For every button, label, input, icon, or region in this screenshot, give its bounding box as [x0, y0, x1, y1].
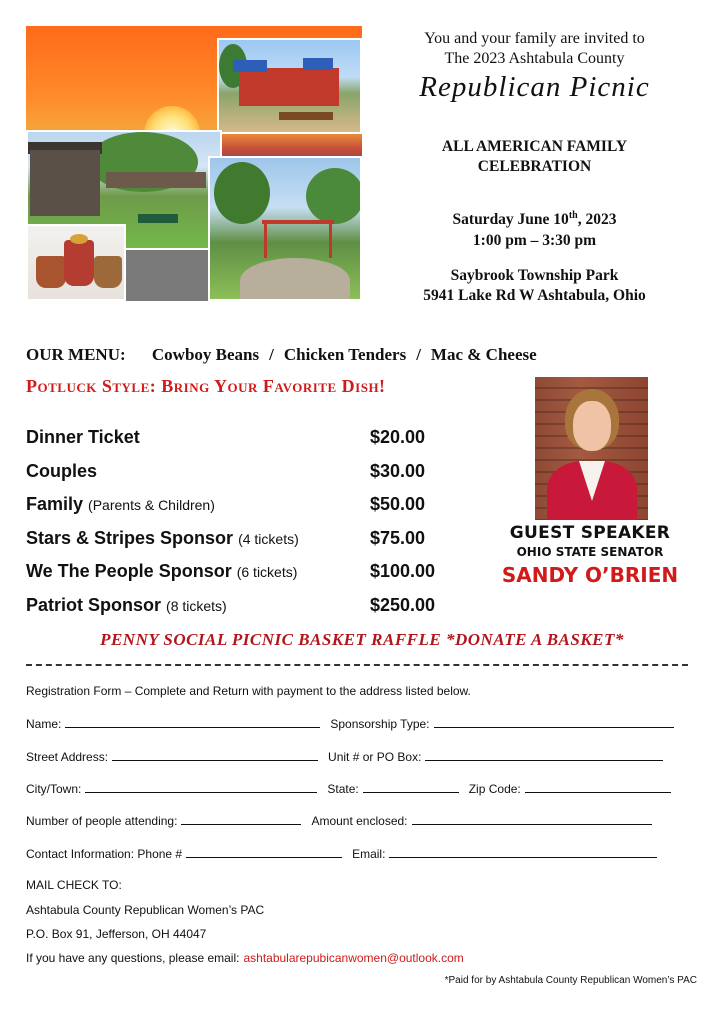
play-roof-shape — [303, 58, 333, 70]
menu-line — [26, 345, 537, 365]
menu-separator: / — [416, 345, 421, 364]
invitation-text — [372, 29, 697, 69]
mail-address: P.O. Box 91, Jefferson, OH 44047 — [26, 927, 207, 941]
event-address: 5941 Lake Rd W Ashtabula, Ohio — [423, 287, 646, 304]
contact-email-link[interactable]: ashtabularepubicanwomen@outlook.com — [243, 951, 464, 965]
amount-enclosed-field[interactable] — [412, 813, 652, 825]
ticket-row — [26, 460, 456, 494]
email-label: Email: — [352, 847, 386, 861]
cut-line-divider — [26, 664, 688, 666]
menu-separator: / — [269, 345, 274, 364]
play-structure-shape — [239, 68, 339, 106]
face-shape — [573, 401, 611, 451]
photo-collage — [26, 26, 362, 301]
event-subtitle-line-2: CELEBRATION — [477, 158, 592, 175]
city-label: City/Town: — [26, 782, 82, 796]
phone-field[interactable] — [186, 846, 342, 858]
event-venue: Saybrook Township Park — [450, 267, 619, 284]
ticket-price: $30.00 — [370, 460, 426, 481]
ticket-price: $250.00 — [370, 594, 436, 615]
ticket-note: (8 tickets) — [166, 597, 227, 614]
event-subtitle-line-1: ALL AMERICAN FAMILY — [441, 138, 628, 155]
unit-label: Unit # or PO Box: — [328, 750, 422, 764]
ticket-note: (6 tickets) — [236, 564, 298, 581]
state-label: State: — [327, 782, 359, 796]
swing-post-shape — [264, 220, 267, 258]
tree-shape — [306, 168, 362, 224]
ticket-name — [26, 426, 140, 448]
mail-heading: MAIL CHECK TO: — [26, 878, 122, 892]
unit-field[interactable] — [425, 749, 663, 761]
gift-basket-photo — [26, 224, 126, 301]
ticket-name-text: Stars & Stripes Sponsor — [26, 527, 234, 548]
event-subtitle — [372, 137, 697, 177]
contact-question — [26, 951, 464, 965]
event-time: 1:00 pm – 3:30 pm — [472, 232, 597, 250]
ticket-price: $20.00 — [370, 427, 426, 447]
menu-item: Cowboy Beans — [151, 345, 260, 364]
swingset-photo — [208, 156, 362, 301]
name-field[interactable] — [65, 716, 320, 728]
menu-item: Chicken Tenders — [283, 345, 407, 364]
event-date-year: , 2023 — [577, 211, 617, 229]
bench-shape — [138, 214, 178, 223]
potluck-note: Potluck Style: Bring Your Favorite Dish! — [26, 376, 386, 396]
ticket-price: $100.00 — [370, 561, 436, 582]
ticket-note: (4 tickets) — [238, 530, 299, 547]
amount-enclosed-label: Amount enclosed: — [311, 814, 408, 828]
ticket-name-text: Patriot Sponsor — [26, 594, 162, 615]
name-label: Name: — [26, 717, 62, 731]
street-address-label: Street Address: — [26, 750, 109, 764]
ticket-name-text: We The People Sponsor — [26, 561, 232, 582]
ticket-name-text: Family — [26, 494, 84, 515]
swing-post-shape — [329, 220, 332, 258]
picnic-title: Republican Picnic — [419, 71, 650, 103]
ticket-row — [26, 594, 456, 628]
playground-photo — [217, 38, 362, 134]
state-field[interactable] — [363, 781, 459, 793]
people-attending-label: Number of people attending: — [26, 814, 178, 828]
raffle-banner: PENNY SOCIAL PICNIC BASKET RAFFLE *DONATE A BASKET* — [100, 630, 624, 649]
ticket-row — [26, 560, 456, 594]
zip-label: Zip Code: — [468, 782, 521, 796]
menu-item: Mac & Cheese — [430, 345, 537, 364]
registration-intro: Registration Form – Complete and Return with payment to the address listed below. — [26, 684, 471, 698]
event-datetime — [372, 205, 697, 251]
form-row-attendance — [26, 813, 696, 828]
basket-shape — [36, 256, 66, 288]
ticket-row — [26, 493, 456, 527]
menu-label: OUR MENU: — [26, 345, 126, 364]
guest-speaker-title: OHIO STATE SENATOR — [516, 545, 664, 559]
street-address-field[interactable] — [112, 749, 318, 761]
ticket-row — [26, 527, 456, 561]
form-row-address — [26, 749, 696, 764]
ticket-price: $75.00 — [370, 527, 426, 548]
sponsorship-type-label: Sponsorship Type: — [330, 717, 430, 731]
contact-question-text: If you have any questions, please email: — [26, 951, 240, 965]
zip-field[interactable] — [525, 781, 671, 793]
bow-shape — [70, 234, 88, 244]
form-row-name — [26, 716, 696, 731]
invitation-line-2: The 2023 Ashtabula County — [444, 50, 625, 67]
bench-shape — [279, 112, 333, 120]
form-row-contact — [26, 846, 696, 861]
basket-shape — [64, 240, 94, 286]
mail-organization: Ashtabula County Republican Women’s PAC — [26, 903, 265, 917]
swing-frame-shape — [262, 220, 334, 224]
sponsorship-type-field[interactable] — [434, 716, 674, 728]
ticket-row — [26, 426, 456, 460]
pavilion-roof-shape — [106, 172, 206, 188]
play-roof-shape — [233, 60, 267, 72]
form-row-city — [26, 781, 696, 796]
email-field[interactable] — [389, 846, 657, 858]
path-shape — [240, 258, 350, 301]
guest-speaker-label: GUEST SPEAKER — [509, 523, 671, 543]
guest-speaker-name: SANDY O’BRIEN — [501, 563, 679, 587]
paid-for-disclaimer: *Paid for by Ashtabula County Republican Women’s PAC — [444, 975, 697, 986]
invitation-line-1: You and your family are invited to — [424, 30, 645, 47]
ticket-note: (Parents & Children) — [88, 497, 215, 514]
ticket-price-list — [26, 426, 456, 628]
ticket-name — [26, 460, 97, 482]
guest-speaker-photo — [535, 377, 648, 520]
ticket-name-text: Dinner Ticket — [26, 427, 140, 447]
people-attending-field[interactable] — [181, 813, 301, 825]
ticket-name — [26, 560, 297, 583]
event-date-prefix: Saturday June 10 — [452, 211, 569, 229]
tree-shape — [214, 162, 270, 224]
city-field[interactable] — [85, 781, 317, 793]
event-date — [372, 205, 697, 230]
ticket-name — [26, 527, 299, 550]
ticket-price: $50.00 — [370, 494, 426, 515]
event-date-suffix: th — [568, 210, 578, 221]
ticket-name-text: Couples — [26, 460, 98, 481]
shed-shape — [30, 150, 100, 216]
phone-label: Contact Information: Phone # — [26, 847, 183, 861]
event-location — [372, 266, 697, 306]
basket-shape — [94, 256, 122, 288]
ticket-name — [26, 493, 215, 516]
ticket-name — [26, 594, 227, 617]
